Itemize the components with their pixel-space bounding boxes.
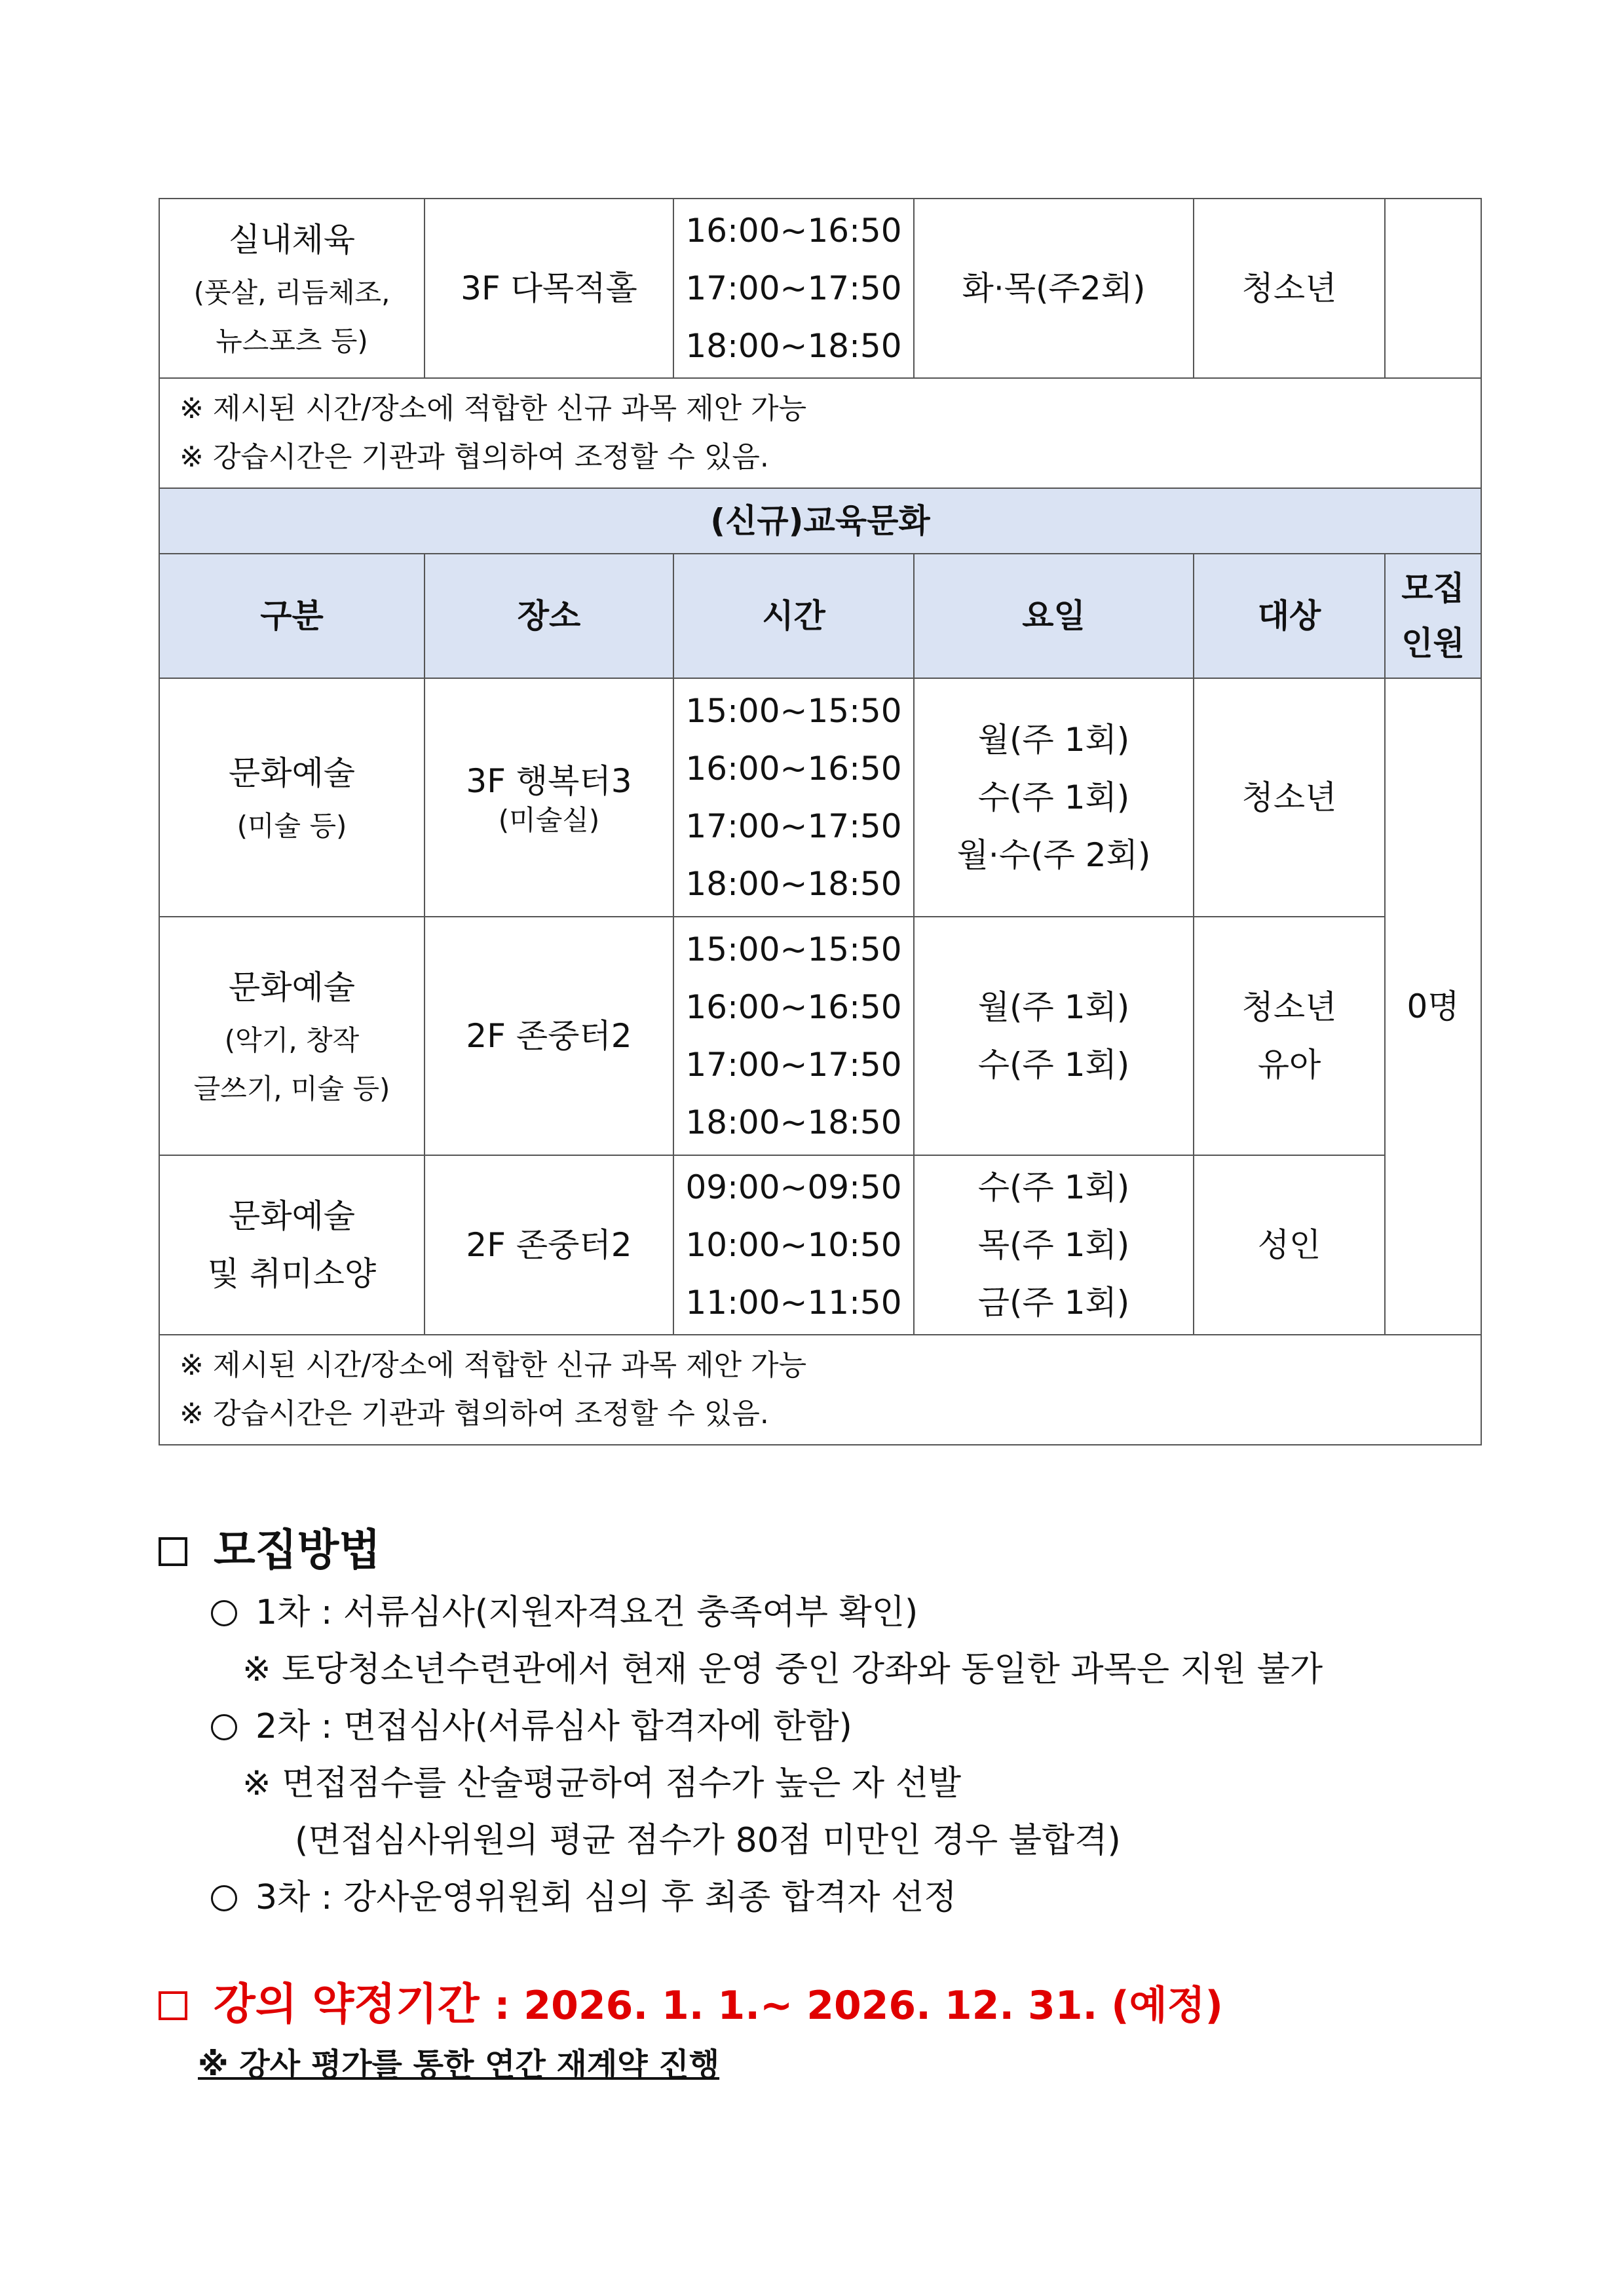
header-target: 대상 [1194,554,1385,678]
note-row [159,378,1481,488]
circle-bullet-icon [211,1885,237,1911]
target-cell: 성인 [1194,1155,1385,1335]
days-cell: 월(주 1회) 수(주 1회) 월·수(주 2회) [914,678,1194,917]
notes: ※ 제시된 시간/장소에 적합한 신규 과목 제안 가능 ※ 강습시간은 기관과 협의하여 조정할 수 있음. [159,378,1481,488]
subject-cell: 문화예술 (악기, 창작 글쓰기, 미술 등) [159,917,425,1155]
method-step-2-note: ※ 면접점수를 산술평균하여 점수가 높은 자 선발 [242,1764,962,1803]
table-row [159,678,1481,917]
place-cell: 2F 존중터2 [425,1155,673,1335]
target-cell: 청소년 [1194,199,1385,378]
place-cell: 3F 다목적홀 [425,199,673,378]
time-cell: 15:00~15:50 16:00~16:50 17:00~17:50 18:00~18:50 [673,917,914,1155]
period-heading [159,1969,1223,2031]
method-step-1: 1차 : 서류심사(지원자격요건 충족여부 확인) [211,1584,918,1634]
recruit-cell [1385,199,1481,378]
time-cell: 09:00~09:50 10:00~10:50 11:00~11:50 [673,1155,914,1335]
target-cell: 청소년 유아 [1194,917,1385,1155]
place-cell: 2F 존중터2 [425,917,673,1155]
recruit-count: 0명 [1385,678,1481,1335]
method-step-2: 2차 : 면접심사(서류심사 합격자에 한함) [211,1698,852,1748]
subject-cell: 문화예술 (미술 등) [159,678,425,917]
period-note: ※ 강사 평가를 통한 연간 재계약 진행 [198,2046,720,2083]
period-value: : 2026. 1. 1.~ 2026. 12. 31. (예정) [494,1983,1223,2029]
table-row [159,1155,1481,1335]
header-days: 요일 [914,554,1194,678]
place-cell: 3F 행복터3 (미술실) [425,678,673,917]
table-row [159,917,1481,1155]
notes: ※ 제시된 시간/장소에 적합한 신규 과목 제안 가능 ※ 강습시간은 기관과 협의하여 조정할 수 있음. [159,1335,1481,1445]
method-step-2-note-detail: (면접심사위원의 평균 점수가 80점 미만인 경우 불합격) [295,1821,1121,1860]
days-cell: 수(주 1회) 목(주 1회) 금(주 1회) [914,1155,1194,1335]
period-label: 강의 약정기간 [214,1979,480,2029]
days-cell: 월(주 1회) 수(주 1회) [914,917,1194,1155]
subject-cell: 실내체육 (풋살, 리듬체조, 뉴스포츠 등) [159,199,425,378]
method-heading: 모집방법 [159,1515,381,1577]
header-row [159,554,1481,678]
time-cell: 15:00~15:50 16:00~16:50 17:00~17:50 18:00~18:50 [673,678,914,917]
section-band [159,488,1481,554]
header-recruit: 모집 인원 [1385,554,1481,678]
header-place: 장소 [425,554,673,678]
method-step-1-note: ※ 토당청소년수련관에서 현재 운영 중인 강좌와 동일한 과목은 지원 불가 [242,1650,1323,1689]
note-row [159,1335,1481,1445]
checkbox-square-icon [159,1991,187,2020]
circle-bullet-icon [211,1600,237,1626]
schedule-table [159,198,1482,1445]
subject-cell: 문화예술 및 취미소양 [159,1155,425,1335]
header-time: 시간 [673,554,914,678]
table-row [159,199,1481,378]
days-cell: 화·목(주2회) [914,199,1194,378]
circle-bullet-icon [211,1714,237,1740]
section-title: (신규)교육문화 [159,488,1481,554]
target-cell: 청소년 [1194,678,1385,917]
method-step-3: 3차 : 강사운영위원회 심의 후 최종 합격자 선정 [211,1869,957,1919]
header-category: 구분 [159,554,425,678]
checkbox-square-icon [159,1537,187,1566]
time-cell: 16:00~16:50 17:00~17:50 18:00~18:50 [673,199,914,378]
